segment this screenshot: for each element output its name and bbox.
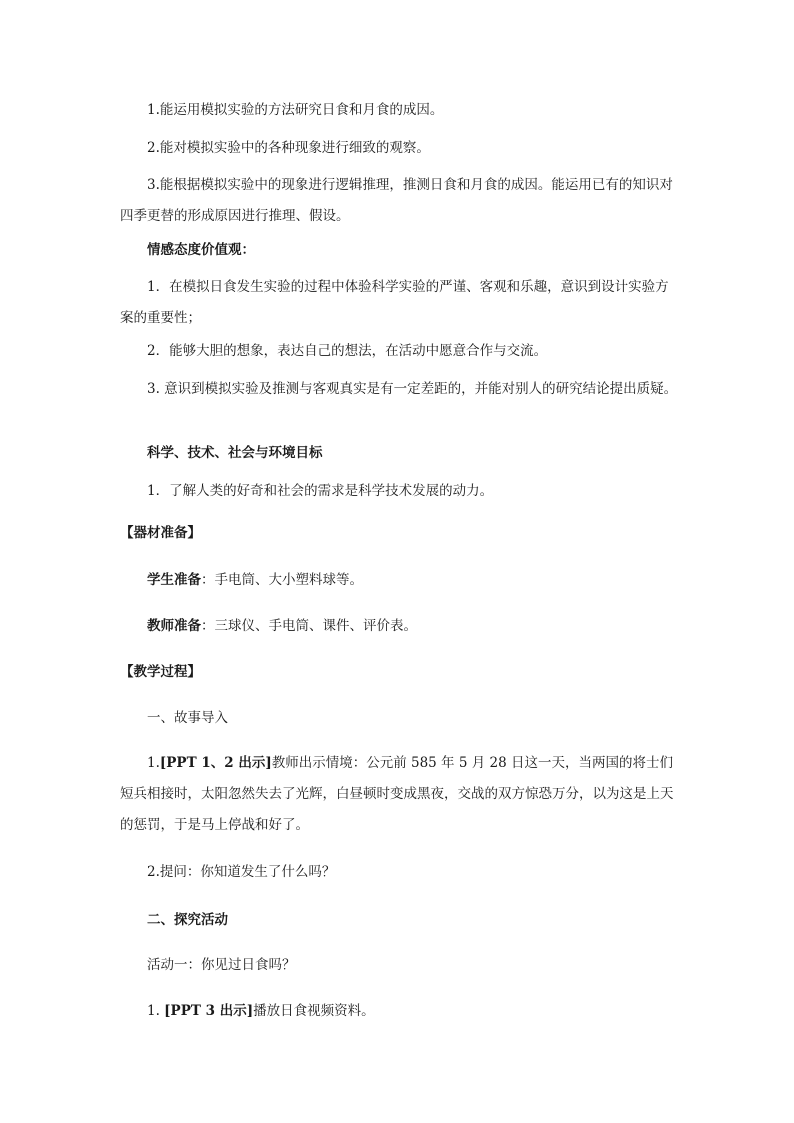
section-heading-sts: 科学、技术、社会与环境目标 (147, 445, 323, 461)
attitude-2: 2．能够大胆的想象，表达自己的想法，在活动中愿意合作与交流。 (147, 343, 548, 359)
subheading-story: 一、故事导入 (147, 710, 228, 726)
activity-1-ppt-tag: [PPT 3 出示] (164, 1003, 254, 1019)
objective-1: 1.能运用模拟实验的方法研究日食和月食的成因。 (147, 102, 444, 118)
teacher-prep (147, 616, 417, 636)
attitude-1: 1．在模拟日食发生实验的过程中体验科学实验的严谨、客观和乐趣，意识到设计实验方案的重要性； (120, 279, 669, 326)
attitude-3: 3. 意识到模拟实验及推测与客观真实是有一定差距的，并能对别人的研究结论提出质疑。 (147, 381, 678, 397)
activity-1-item (147, 1001, 375, 1021)
teacher-prep-colon: ： (201, 618, 215, 634)
story-paragraph (120, 748, 680, 841)
story-prefix: 1. (147, 755, 160, 771)
section-heading-attitude: 情感态度价值观： (147, 242, 255, 258)
teacher-prep-label: 教师准备 (147, 618, 201, 634)
student-prep (147, 570, 363, 590)
story-text: 教师出示情境：公元前 585 年 5 月 28 日这一天，当两国的将士们短兵相接时，太阳忽然失去了光辉，白昼顿时变成黑夜，交战的双方惊恐万分，以为这是上天的惩罚，于是马上停战和好了。 (120, 755, 674, 833)
subheading-explore: 二、探究活动 (147, 912, 228, 928)
activity-1-prefix: 1. (147, 1003, 165, 1019)
section-heading-process: 【教学过程】 (120, 664, 201, 680)
sts-1: 1．了解人类的好奇和社会的需求是科学技术发展的动力。 (147, 483, 494, 499)
objective-2: 2.能对模拟实验中的各种现象进行细致的观察。 (147, 140, 430, 156)
objective-3: 3.能根据模拟实验中的现象进行逻辑推理，推测日食和月食的成因。能运用已有的知识对四季更替的形成原因进行推理、假设。 (120, 177, 673, 224)
student-prep-text: ：手电筒、大小塑料球等。 (201, 572, 363, 588)
activity-1-title: 活动一：你见过日食吗？ (147, 957, 296, 973)
story-ppt-tag: [PPT 1、2 出示] (159, 755, 272, 771)
student-prep-label: 学生准备 (147, 572, 201, 588)
teacher-prep-text: 三球仪、手电筒、课件、评价表。 (214, 618, 417, 634)
section-heading-materials: 【器材准备】 (120, 525, 201, 541)
question-line: 2.提问：你知道发生了什么吗？ (147, 864, 336, 880)
activity-1-text: 播放日食视频资料。 (253, 1003, 375, 1019)
